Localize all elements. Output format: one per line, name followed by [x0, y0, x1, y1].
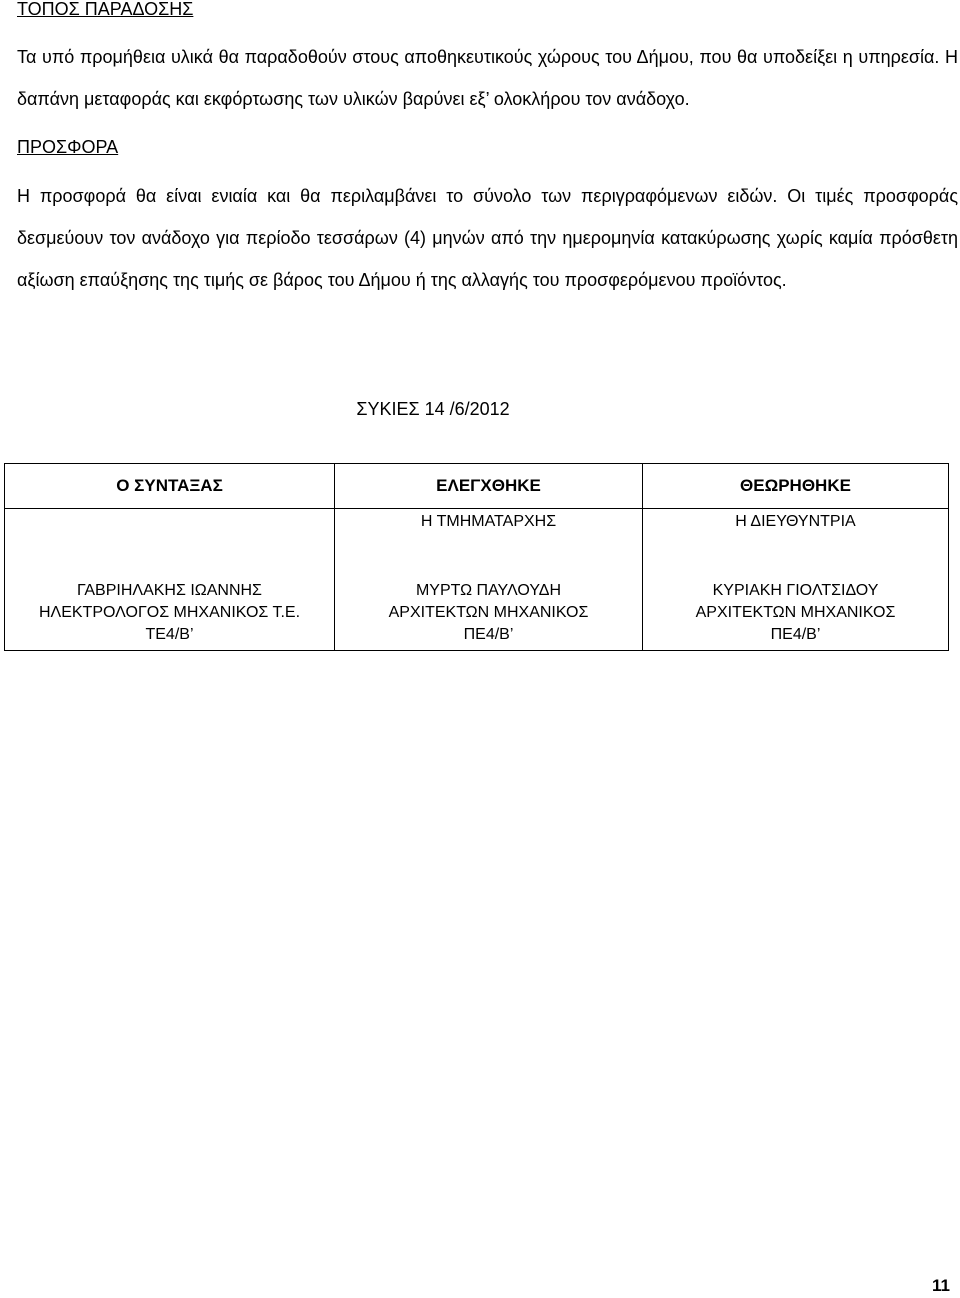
- offer-paragraph: Η προσφορά θα είναι ενιαία και θα περιλαμβάνει το σύνολο των περιγραφόμενων ειδών. Οι τιμές προσφοράς δεσμεύουν τον ανάδοχο για περίοδο τεσσάρων (4) μηνών από την ημερομηνία κατακύρωσης χωρίς καμία πρόσθετη αξίωση επαύξησης της τιμής σε βάρος του Δήμου ή της αλλαγής του προσφερόμενου προϊόντος.: [17, 186, 958, 290]
- signature-header-row: [5, 464, 949, 509]
- signer-approved: [643, 536, 949, 651]
- delivery-paragraph: Τα υπό προμήθεια υλικά θα παραδοθούν στους αποθηκευτικούς χώρους του Δήμου, που θα υποδείξει η υπηρεσία. Η δαπάνη μεταφοράς και εκφόρτωσης των υλικών βαρύνει εξ’ ολοκλήρου τον ανάδοχο.: [17, 47, 958, 109]
- signer-name: ΚΥΡΙΑΚΗ ΓΙΟΛΤΣΙΔΟΥ: [712, 582, 879, 599]
- role-checked: Η ΤΜΗΜΑΤΑΡΧΗΣ: [335, 509, 643, 537]
- signer-title: ΑΡΧΙΤΕΚΤΩΝ ΜΗΧΑΝΙΚΟΣ: [388, 604, 589, 621]
- signer-grade: ΠΕ4/Β’: [770, 626, 821, 643]
- signer-title: ΑΡΧΙΤΕΚΤΩΝ ΜΗΧΑΝΙΚΟΣ: [695, 604, 896, 621]
- delivery-heading: ΤΟΠΟΣ ΠΑΡΑΔΟΣΗΣ: [17, 0, 194, 19]
- signature-role-row: [5, 509, 949, 537]
- signer-grade: ΤΕ4/Β’: [145, 626, 194, 643]
- page-number: 11: [932, 1276, 950, 1295]
- signature-signer-row: [5, 536, 949, 651]
- signer-name: ΓΑΒΡΙΗΛΑΚΗΣ ΙΩΑΝΝΗΣ: [77, 582, 262, 599]
- header-approved: ΘΕΩΡΗΘΗΚΕ: [643, 464, 949, 509]
- role-approved: Η ΔΙΕΥΘΥΝΤΡΙΑ: [643, 509, 949, 537]
- signer-grade: ΠΕ4/Β’: [463, 626, 514, 643]
- signer-title: ΗΛΕΚΤΡΟΛΟΓΟΣ ΜΗΧΑΝΙΚΟΣ Τ.Ε.: [38, 604, 301, 621]
- signer-author: [5, 536, 335, 651]
- offer-heading: ΠΡΟΣΦΟΡΑ: [17, 137, 119, 157]
- signature-table: [4, 463, 949, 651]
- header-checked: ΕΛΕΓΧΘΗΚΕ: [335, 464, 643, 509]
- signer-checked: [335, 536, 643, 651]
- role-author: [5, 509, 335, 537]
- signer-name: ΜΥΡΤΩ ΠΑΥΛΟΥΔΗ: [415, 582, 562, 599]
- place-date: ΣΥΚΙΕΣ 14 /6/2012: [356, 399, 510, 419]
- header-author: Ο ΣΥΝΤΑΞΑΣ: [5, 464, 335, 509]
